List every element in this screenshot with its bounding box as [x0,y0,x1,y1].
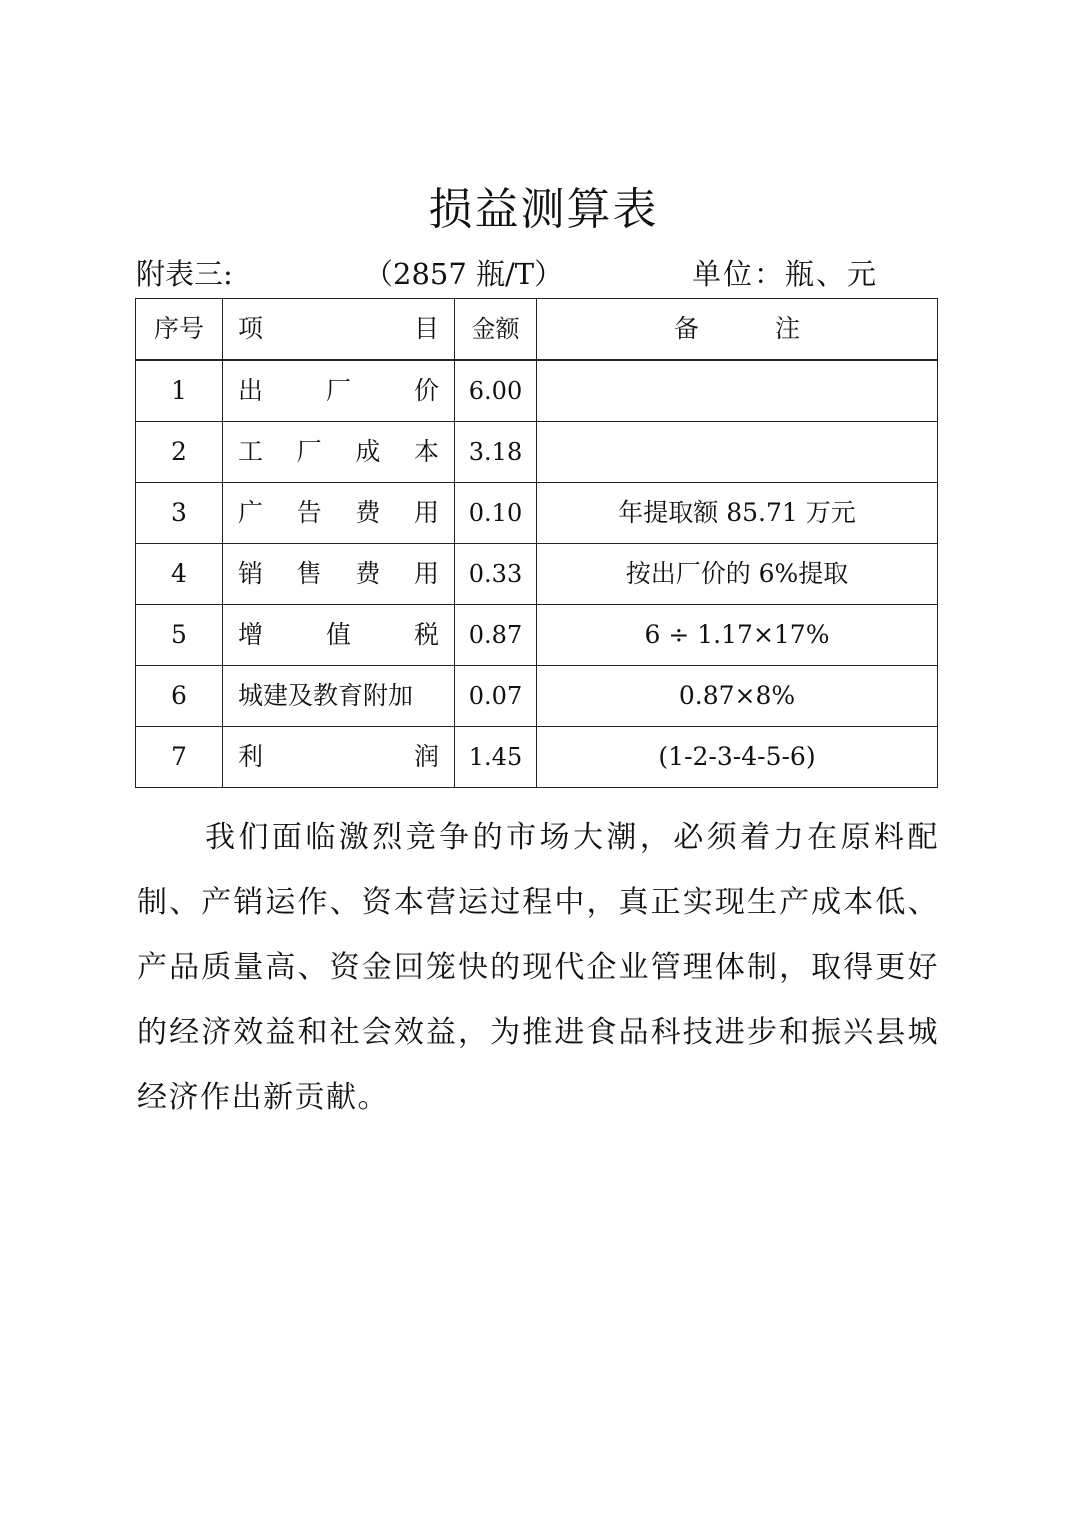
row-item [223,605,455,666]
header-note [537,299,938,361]
row-note: 0.87×8% [537,666,938,727]
table-row [136,360,938,422]
header-item-right: 目 [413,314,439,343]
row-number: 1 [136,360,223,422]
row-amount: 6.00 [455,360,537,422]
row-amount: 0.07 [455,666,537,727]
table-body [136,360,938,788]
row-number: 4 [136,544,223,605]
row-note: 按出厂价的 6%提取 [537,544,938,605]
profit-loss-table [135,298,938,788]
row-item-char: 税 [413,620,439,649]
row-number: 5 [136,605,223,666]
row-note [537,422,938,483]
header-item-left: 项 [238,314,264,343]
row-number: 2 [136,422,223,483]
row-number: 3 [136,483,223,544]
table-row [136,727,938,788]
table-row [136,544,938,605]
row-item-char: 费 [355,559,381,588]
row-item-char: 售 [296,559,322,588]
row-item-char: 告 [296,498,322,527]
row-number: 6 [136,666,223,727]
header-amount: 金额 [455,299,537,361]
row-amount: 0.10 [455,483,537,544]
row-item-char: 城建及教育附加 [238,681,414,710]
row-item-char: 厂 [296,437,322,466]
row-item-char: 成 [355,437,381,466]
row-item-char: 厂 [325,376,351,405]
row-item-char: 费 [355,498,381,527]
row-note [537,360,938,422]
row-item-char: 用 [413,559,439,588]
unit-label: 单位：瓶、元 [692,257,879,291]
row-item-char: 工 [238,437,264,466]
spec-label: （2857 瓶/T） [364,257,564,291]
row-note: (1-2-3-4-5-6) [537,727,938,788]
row-item-char: 用 [413,498,439,527]
row-item [223,544,455,605]
table-header-row [136,299,938,361]
row-item-char: 本 [413,437,439,466]
row-item [223,727,455,788]
header-no: 序号 [136,299,223,361]
document-title: 损益测算表 [428,184,659,235]
row-item [223,483,455,544]
row-number: 7 [136,727,223,788]
row-amount: 0.87 [455,605,537,666]
row-amount: 3.18 [455,422,537,483]
table-row [136,605,938,666]
row-item [223,422,455,483]
appendix-label: 附表三: [136,257,233,291]
row-item-char: 利 [238,742,264,771]
row-item-char: 值 [325,620,351,649]
row-item-char: 出 [238,376,264,405]
table-row [136,422,938,483]
table-row [136,483,938,544]
row-item-char: 增 [238,620,264,649]
header-note-label: 备注 [673,314,876,343]
header-item [223,299,455,361]
row-item-char: 润 [413,742,439,771]
row-item-char: 销 [238,559,264,588]
closing-paragraph: 我们面临激烈竞争的市场大潮，必须着力在原料配制、产销运作、资本营运过程中，真正实现生产成本低、产品质量高、资金回笼快的现代企业管理体制，取得更好的经济效益和社会效益，为推进食品科技进步和振兴县城经济作出新贡献。 [137,820,939,1115]
row-note: 年提取额 85.71 万元 [537,483,938,544]
row-amount: 0.33 [455,544,537,605]
table-row [136,666,938,727]
row-item-char: 价 [413,376,439,405]
row-item [223,666,455,727]
row-note: 6 ÷ 1.17×17% [537,605,938,666]
row-amount: 1.45 [455,727,537,788]
row-item [223,360,455,422]
row-item-char: 广 [238,498,264,527]
